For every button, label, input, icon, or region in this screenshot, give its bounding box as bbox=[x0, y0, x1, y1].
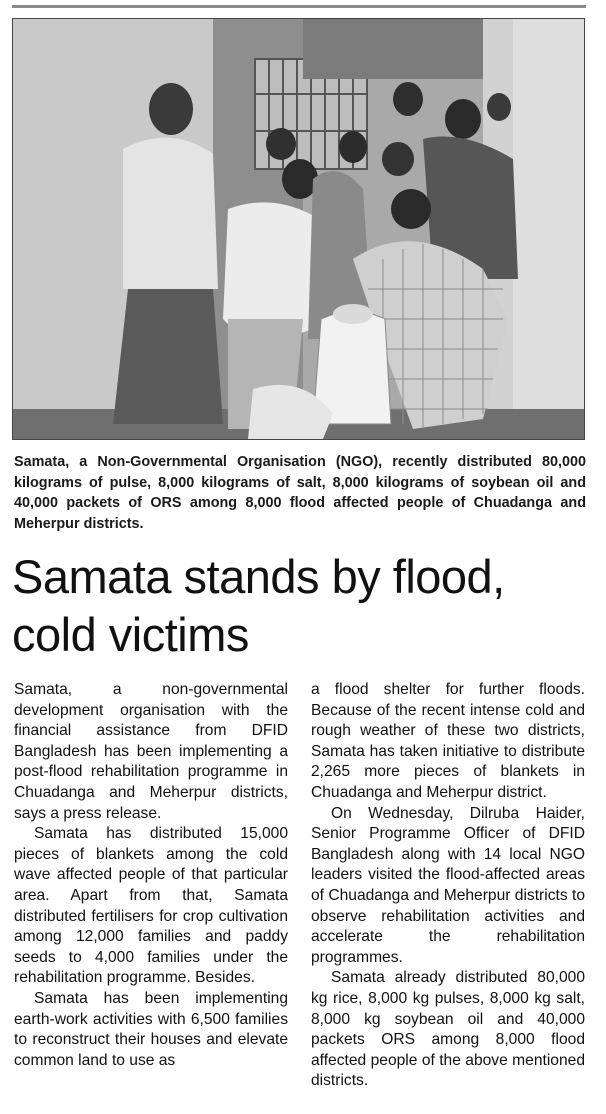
article-paragraph: Samata has distributed 15,000 pieces of blankets among the cold wave affected people of that particular area. Apart from that, Samata distributed fertilisers for crop cultivation among 12,000 families and paddy seeds to 4,000 families under the rehabilitation programme. Besides. bbox=[14, 825, 288, 987]
news-photo bbox=[12, 18, 585, 440]
article-column-right bbox=[311, 680, 585, 1092]
article-paragraph: Samata, a non-governmental development organisation with the financial assistance from DFID Bangladesh has been implementing a post-flood rehabilitation programme in Chuadanga and Meherpur districts, says a press release. bbox=[14, 681, 288, 822]
article-paragraph: a flood shelter for further floods. Because of the recent intense cold and rough weather of these two districts, Samata has taken initiative to distribute 2,265 more pieces of blankets in Chuadanga and Meherpur district. bbox=[311, 681, 585, 801]
article-paragraph: Samata already distributed 80,000 kg rice, 8,000 kg pulses, 8,000 kg salt, 8,000 kg soybean oil and 40,000 packets ORS among 8,000 flood affected people of the above mentioned districts. bbox=[311, 969, 585, 1090]
headline: Samata stands by flood, cold victims bbox=[12, 550, 505, 661]
top-rule bbox=[12, 5, 586, 8]
article-paragraph: On Wednesday, Dilruba Haider, Senior Programme Officer of DFID Bangladesh along with 14 local NGO leaders visited the flood-affected areas of Chuadanga and Meherpur districts to observe rehabilitation activities and accelerate the rehabilitation programmes. bbox=[311, 804, 585, 966]
article-column-left bbox=[14, 680, 288, 1071]
article-paragraph: Samata has been implementing earth-work activities with 6,500 families to reconstruct their houses and elevate common land to use as bbox=[14, 989, 288, 1069]
photo-caption: Samata, a Non-Governmental Organisation (NGO), recently distributed 80,000 kilograms of pulse, 8,000 kilograms of salt, 8,000 kilograms of soybean oil and 40,000 packets of ORS among 8,000 flood affected people of Chuadanga and Meherpur districts. bbox=[14, 454, 586, 532]
